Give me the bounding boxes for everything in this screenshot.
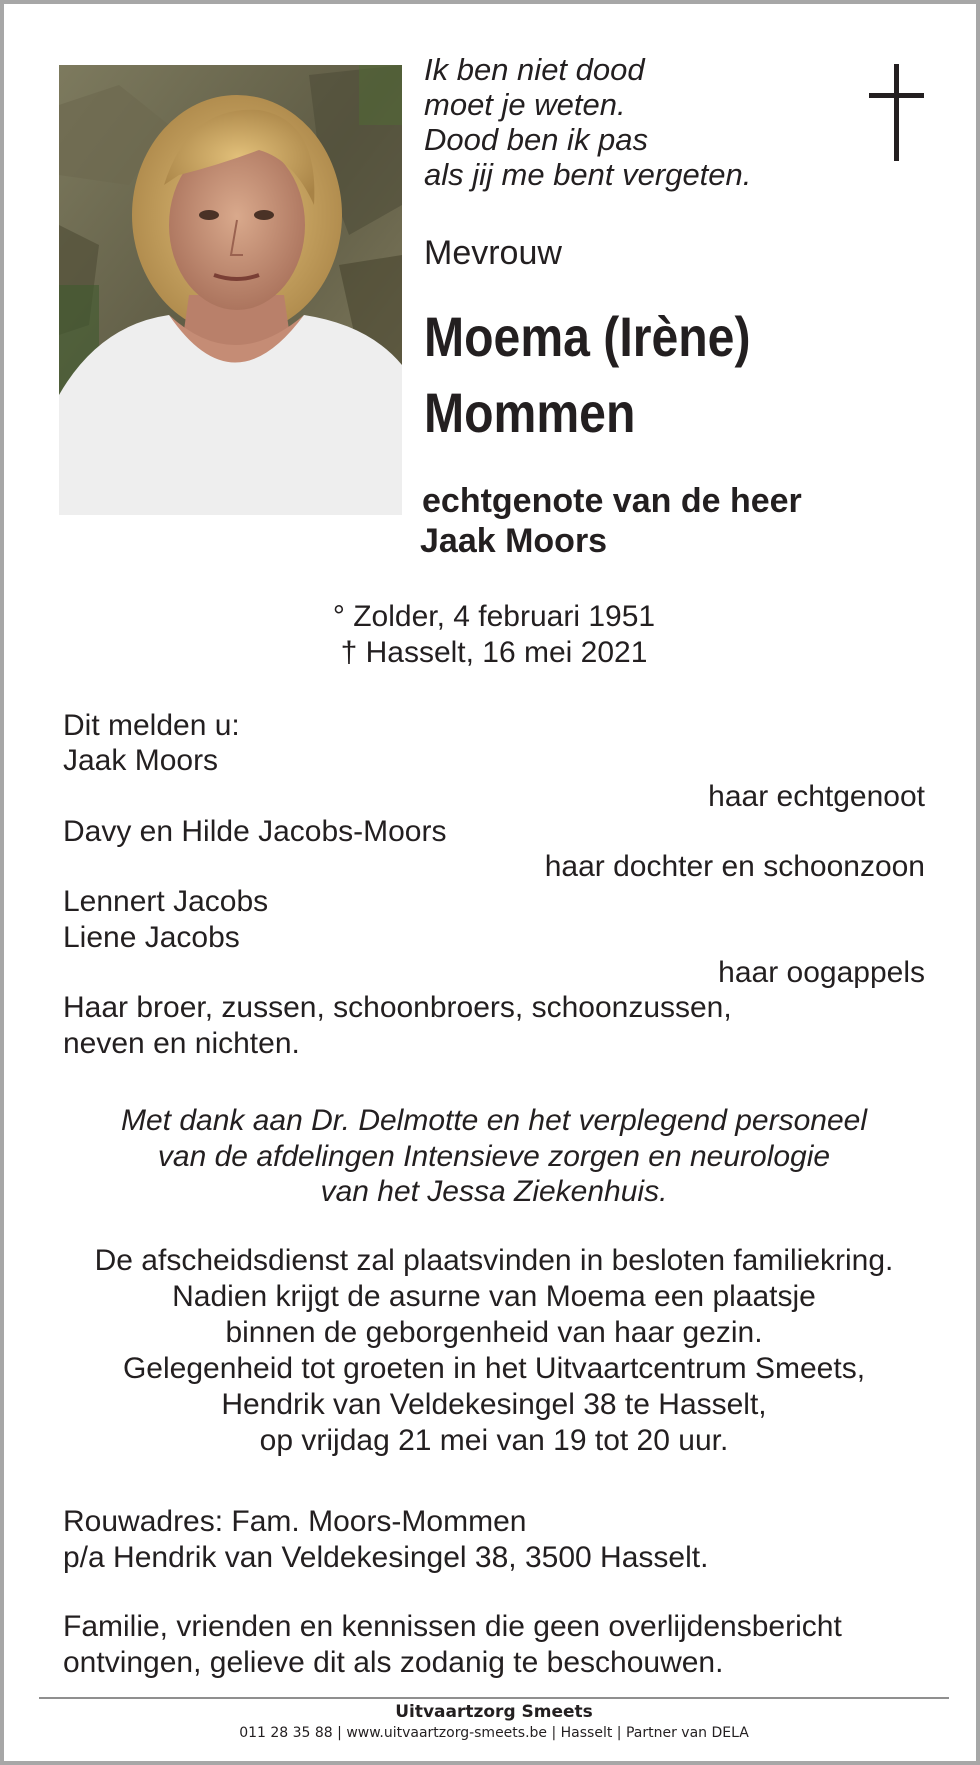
poem-line: moet je weten.	[424, 87, 626, 122]
spouse-info	[420, 481, 802, 560]
address-line-2: p/a Hendrik van Veldekesingel 38, 3500 Hasselt.	[63, 1540, 709, 1574]
service-line: Gelegenheid tot groeten in het Uitvaartcentrum Smeets,	[122, 1352, 866, 1385]
spouse-line-2: Jaak Moors	[420, 522, 608, 560]
service-info	[4, 1243, 980, 1459]
family-relation: haar dochter en schoonzoon	[544, 850, 925, 884]
footer-divider	[39, 1697, 949, 1699]
dates	[4, 599, 980, 671]
service-line: op vrijdag 21 mei van 19 tot 20 uur.	[259, 1424, 729, 1457]
birth-date: ° Zolder, 4 februari 1951	[332, 600, 656, 633]
notice-line-2: ontvingen, gelieve dit als zodanig te beschouwen.	[63, 1645, 724, 1679]
family-line: neven en nichten.	[63, 1026, 300, 1060]
name-line-2: Mommen	[424, 381, 636, 444]
notice-line-1: Familie, vrienden en kennissen die geen overlijdensbericht	[63, 1610, 842, 1643]
name-line-1: Moema (Irène)	[424, 305, 751, 368]
family-line: Haar broer, zussen, schoonbroers, schoonzussen,	[63, 991, 732, 1025]
poem	[424, 52, 751, 192]
address-line-1: Rouwadres: Fam. Moors-Mommen	[63, 1505, 527, 1538]
poem-line: als jij me bent vergeten.	[424, 157, 752, 192]
family-line: Lennert Jacobs	[63, 885, 269, 919]
notice	[63, 1609, 842, 1680]
thanks-line: van het Jessa Ziekenhuis.	[320, 1175, 668, 1208]
poem-line: Dood ben ik pas	[424, 122, 649, 157]
poem-line: Ik ben niet dood	[424, 52, 645, 87]
salutation: Mevrouw	[424, 234, 562, 272]
footer-title: Uitvaartzorg Smeets	[395, 1702, 593, 1722]
service-line: binnen de geborgenheid van haar gezin.	[225, 1316, 763, 1349]
deceased-name	[424, 299, 750, 451]
cross-icon	[866, 64, 926, 164]
family-list	[63, 708, 925, 1061]
family-relation: haar oogappels	[718, 956, 925, 990]
thanks-line: van de afdelingen Intensieve zorgen en neurologie	[157, 1139, 831, 1173]
footer-info: 011 28 35 88 | www.uitvaartzorg-smeets.be | Hasselt | Partner van DELA	[239, 1725, 749, 1741]
thanks-line: Met dank aan Dr. Delmotte en het verplegend personeel	[120, 1104, 867, 1137]
family-line: Davy en Hilde Jacobs-Moors	[63, 814, 447, 848]
service-line: Nadien krijgt de asurne van Moema een plaatsje	[172, 1280, 816, 1313]
thanks-note	[4, 1103, 980, 1210]
spouse-line-1: echtgenote van de heer	[422, 482, 802, 520]
family-intro: Dit melden u:	[63, 709, 240, 742]
portrait-photo	[59, 65, 402, 515]
mourning-address	[63, 1504, 708, 1575]
family-relation: haar echtgenoot	[708, 779, 925, 813]
service-line: De afscheidsdienst zal plaatsvinden in besloten familiekring.	[94, 1244, 894, 1277]
death-date: † Hasselt, 16 mei 2021	[340, 636, 648, 669]
family-line: Jaak Moors	[63, 744, 219, 778]
service-line: Hendrik van Veldekesingel 38 te Hasselt,	[221, 1388, 767, 1421]
family-line: Liene Jacobs	[63, 920, 240, 954]
